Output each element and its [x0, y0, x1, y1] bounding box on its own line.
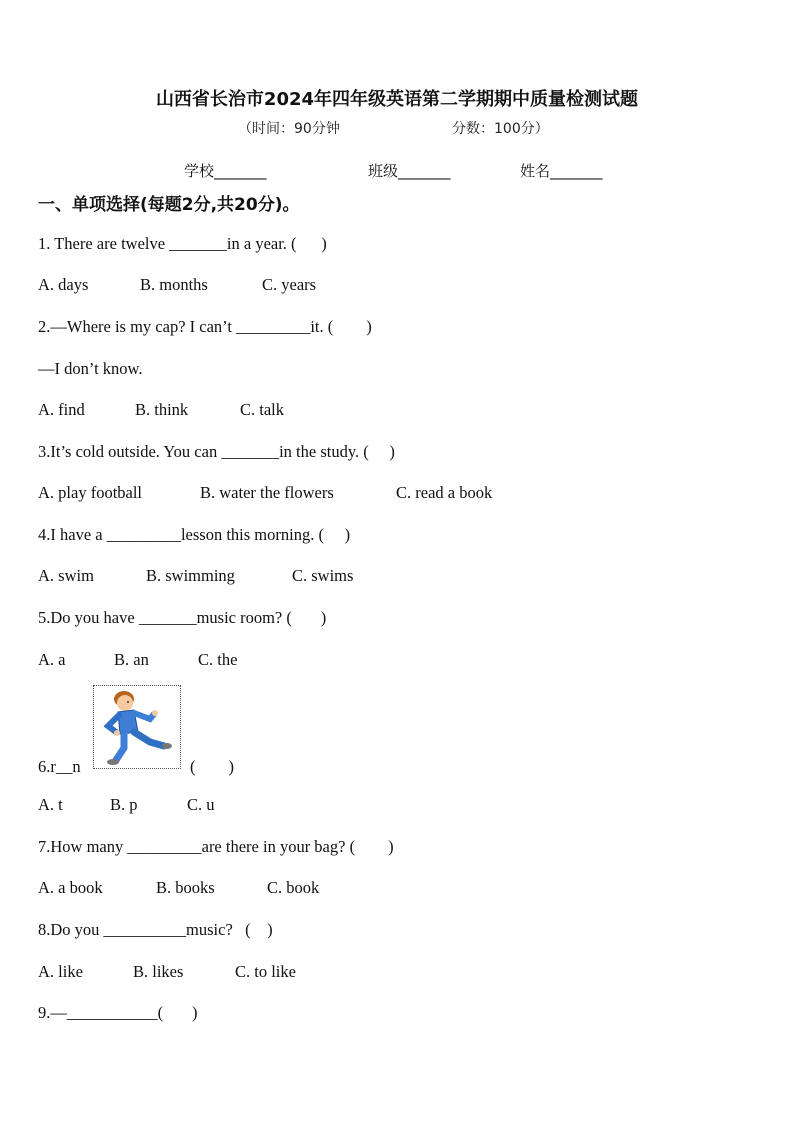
question-8: 8.Do you __________music? ( )	[38, 920, 273, 939]
q1-option-c: C. years	[262, 275, 317, 294]
question-9: 9.—___________( )	[38, 1003, 198, 1022]
question-2: 2.—Where is my cap? I can’t _________it. ( )	[38, 317, 372, 336]
question-4: 4.I have a _________lesson this morning. ( )	[38, 525, 351, 544]
q7-option-c: C. book	[267, 878, 320, 897]
q5-option-c: C. the	[198, 650, 238, 669]
question-2-reply: —I don’t know.	[38, 359, 143, 378]
running-boy-image	[93, 685, 181, 769]
q4-option-a: A. swim	[38, 566, 94, 585]
q6-option-c: C. u	[187, 795, 215, 814]
q4-option-b: B. swimming	[146, 566, 235, 585]
question-3: 3.It’s cold outside. You can _______in the study. ( )	[38, 442, 395, 461]
q1-option-a: A. days	[38, 275, 89, 294]
exam-score: 分数：100分）	[452, 121, 549, 137]
q2-option-a: A. find	[38, 400, 85, 419]
q5-option-b: B. an	[114, 650, 149, 669]
section-heading: 一、单项选择(每题2分,共20分)。	[38, 195, 300, 215]
question-1: 1. There are twelve _______in a year. ( )	[38, 234, 327, 253]
running-boy-icon	[94, 686, 180, 768]
q5-option-a: A. a	[38, 650, 66, 669]
name-field: 姓名_______	[520, 162, 603, 180]
question-6-paren: ( )	[190, 757, 234, 776]
class-field: 班级_______	[368, 162, 451, 180]
q4-option-c: C. swims	[292, 566, 354, 585]
question-6: 6.r__n	[38, 757, 81, 776]
q8-option-a: A. like	[38, 962, 83, 981]
q2-option-c: C. talk	[240, 400, 284, 419]
question-5: 5.Do you have _______music room? ( )	[38, 608, 327, 627]
q2-option-b: B. think	[135, 400, 189, 419]
q8-option-c: C. to like	[235, 962, 296, 981]
q8-option-b: B. likes	[133, 962, 184, 981]
q3-option-c: C. read a book	[396, 483, 493, 502]
q1-option-b: B. months	[140, 275, 208, 294]
q6-option-b: B. p	[110, 795, 138, 814]
q3-option-b: B. water the flowers	[200, 483, 334, 502]
exam-time: （时间：90分钟	[238, 121, 340, 137]
page-title: 山西省长治市2024年四年级英语第二学期期中质量检测试题	[155, 89, 639, 110]
q7-option-b: B. books	[156, 878, 215, 897]
q3-option-a: A. play football	[38, 483, 143, 502]
q7-option-a: A. a book	[38, 878, 103, 897]
q6-option-a: A. t	[38, 795, 63, 814]
question-7: 7.How many _________are there in your bag? ( )	[38, 837, 394, 856]
school-field: 学校_______	[184, 162, 267, 180]
